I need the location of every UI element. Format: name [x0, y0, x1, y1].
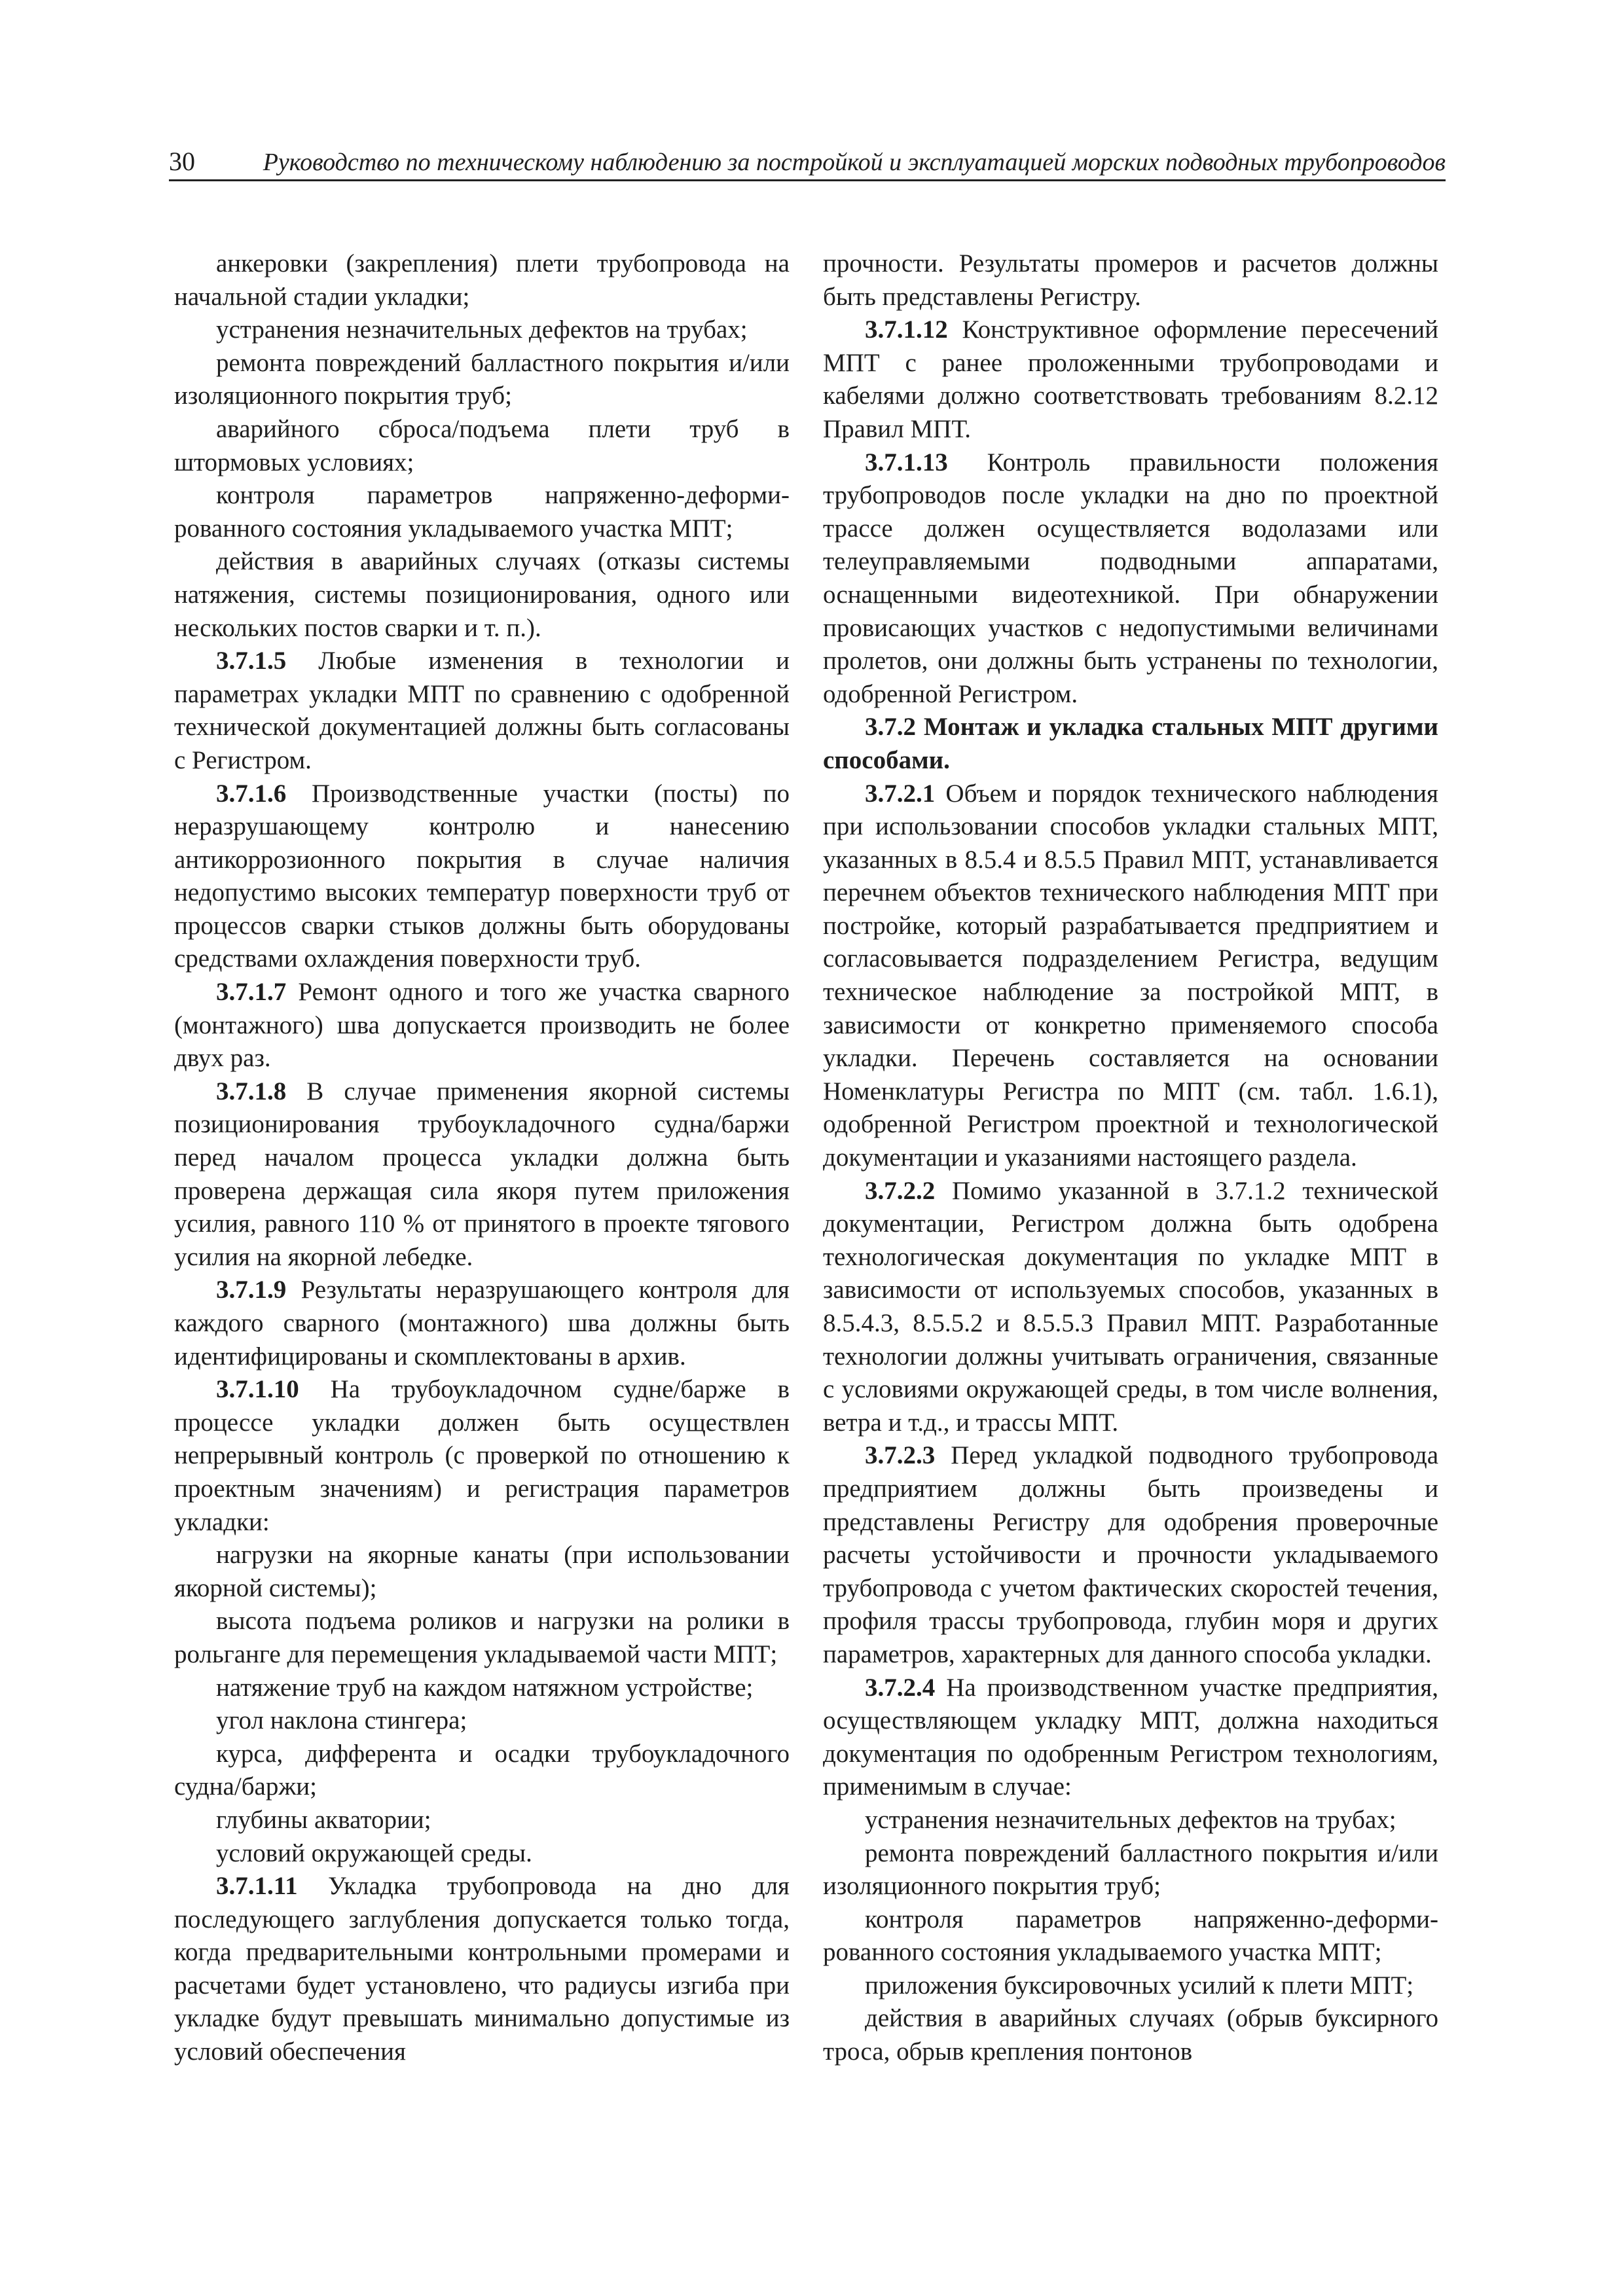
paragraph [823, 1903, 1438, 1969]
paragraph [174, 976, 790, 1075]
paragraph-text: На трубоукладочном судне/барже в процессе укладки должен быть осуществлен непрерывный контроль (с проверкой по отношению к проектным значениям) и регистрация параметров укладки: [174, 1375, 790, 1536]
paragraph [174, 778, 790, 977]
paragraph [174, 1605, 790, 1671]
running-header-title: Руководство по техническому наблюдению за постройкой и эксплуатацией морских подводных трубопроводов [263, 149, 1446, 176]
paragraph [174, 1672, 790, 1705]
right-column [823, 247, 1438, 2069]
left-column [174, 247, 790, 2069]
paragraph-text: Объем и порядок технического наблюдения при использовании способов укладки стальных МПТ, указанных в 8.5.4 и 8.5.5 Правил МПТ, устанавливается перечнем объектов технического наблюдения МПТ при постройке, который разрабатывается предприятием и согласовывается подразделением Регистра, ведущим техническое наблюдение за постройкой МПТ, в зависимости от конкретно применяемого способа укладки. Перечень составляется на основании Номенклатуры Регистра по МПТ (см. табл. 1.6.1), одобренной Регистром проектной и технологической документации и указаниями настоящего раздела. [823, 779, 1438, 1172]
paragraph-text: условий окружающей среды. [216, 1839, 532, 1867]
paragraph-text: ремонта повреждений балластного покрытия и/или изоляционного покрытия труб; [174, 348, 790, 410]
paragraph [823, 1672, 1438, 1804]
paragraph-text: Ремонт одного и того же участка сварного (монтажного) шва допускается производить не более двух раз. [174, 978, 790, 1073]
paragraph-text: Любые изменения в технологии и параметрах укладки МПТ по сравнению с одобренной технической документацией должны быть согласованы с Регистром. [174, 647, 790, 774]
paragraph-text: Укладка трубопровода на дно для последующего заглубления допускается только тогда, когда предварительными контрольными промерами и расчетами будет установлено, что радиусы изгиба при укладке будут превышать минимально допустимые из условий обеспечения [174, 1872, 790, 2066]
paragraph-text: Контроль правильности положения трубопроводов после укладки на дно по проектной трассе должен осуществляется водолазами или телеуправляемыми подводными аппаратами, оснащенными видеотехникой. При обнаружении провисающих участков с недопустимыми величинами пролетов, они должны быть устранены по технологии, одобренной Регистром. [823, 448, 1438, 708]
paragraph-text: курса, дифферента и осадки трубоукладочного судна/баржи; [174, 1739, 790, 1801]
paragraph [174, 645, 790, 777]
clause-number: 3.7.2.1 [865, 779, 936, 808]
paragraph [823, 1439, 1438, 1671]
paragraph-text: действия в аварийных случаях (обрыв буксирного троса, обрыв крепления понтонов [823, 2004, 1438, 2066]
paragraph [174, 314, 790, 347]
paragraph-text: контроля параметров напряженно-деформированного состояния укладываемого участка МПТ; [174, 481, 790, 543]
paragraph-text: прочности. Результаты промеров и расчетов должны быть представлены Регистру. [823, 249, 1438, 311]
paragraph-text: Помимо указанной в 3.7.1.2 технической документации, Регистром должна быть одобрена технологическая документация по укладке МПТ в зависимости от используемых способов, указанных в 8.5.4.3, 8.5.5.2 и 8.5.5.3 Правил МПТ. Разработанные технологии должны учитывать ограничения, связанные с условиями окружающей среды, в том числе волнения, ветра и т.д., и трассы МПТ. [823, 1176, 1438, 1437]
paragraph [174, 1704, 790, 1738]
clause-number: 3.7.1.13 [865, 448, 948, 476]
paragraph [174, 1373, 790, 1539]
paragraph-text: контроля параметров напряженно-деформированного состояния укладываемого участка МПТ; [823, 1905, 1438, 1967]
paragraph-text: В случае применения якорной системы позиционирования трубоукладочного судна/баржи перед началом процесса укладки должна быть проверена держащая сила якоря путем приложения усилия, равного 110 % от принятого в проекте тягового усилия на якорной лебедке. [174, 1077, 790, 1271]
clause-number: 3.7.1.11 [216, 1872, 298, 1901]
paragraph [823, 1175, 1438, 1440]
section-heading [823, 711, 1438, 777]
paragraph [174, 1539, 790, 1605]
paragraph [174, 1870, 790, 2069]
paragraph [823, 1969, 1438, 2003]
paragraph [823, 1804, 1438, 1837]
paragraph-text: нагрузки на якорные канаты (при использовании якорной системы); [174, 1541, 790, 1602]
page-number: 30 [169, 147, 195, 176]
paragraph-text: глубины акватории; [216, 1805, 431, 1834]
paragraph-text: натяжение труб на каждом натяжном устройстве; [216, 1673, 754, 1702]
clause-number: 3.7.2.2 [865, 1176, 936, 1205]
paragraph [174, 413, 790, 479]
clause-number: 3.7.1.10 [216, 1375, 299, 1404]
paragraph [174, 545, 790, 645]
paragraph-text: ремонта повреждений балластного покрытия и/или изоляционного покрытия труб; [823, 1839, 1438, 1901]
paragraph [174, 1738, 790, 1804]
paragraph [823, 446, 1438, 711]
paragraph [174, 479, 790, 545]
paragraph [174, 1837, 790, 1871]
paragraph [823, 778, 1438, 1175]
paragraph [823, 1837, 1438, 1903]
clause-number: 3.7.2.4 [865, 1673, 936, 1702]
running-header [169, 143, 1446, 181]
paragraph-text: Производственные участки (посты) по неразрушающему контролю и нанесению антикоррозионного покрытия в случае наличия недопустимо высоких температур поверхности труб от процессов сварки стыков должны быть оборудованы средствами охлаждения поверхности труб. [174, 779, 790, 973]
paragraph [174, 347, 790, 413]
paragraph-text: анкеровки (закрепления) плети трубопровода на начальной стадии укладки; [174, 249, 790, 311]
paragraph-text: Конструктивное оформление пересечений МПТ с ранее проложенными трубопроводами и кабелями должно соответствовать требованиям 8.2.12 Правил МПТ. [823, 315, 1438, 443]
paragraph-text: действия в аварийных случаях (отказы системы натяжения, системы позиционирования, одного или нескольких постов сварки и т. п.). [174, 547, 790, 642]
paragraph [823, 2002, 1438, 2068]
paragraph-text: устранения незначительных дефектов на трубах; [216, 315, 748, 344]
paragraph-text: Результаты неразрушающего контроля для каждого сварного (монтажного) шва должны быть идентифицированы и скомплектованы в архив. [174, 1276, 790, 1371]
paragraph [823, 314, 1438, 446]
paragraph [174, 1274, 790, 1373]
paragraph-text: Перед укладкой подводного трубопровода предприятием должны быть произведены и представлены Регистру для одобрения проверочные расчеты устойчивости и прочности укладываемого трубопровода с учетом фактических скоростей течения, профиля трассы трубопровода, глубин моря и других параметров, характерных для данного способа укладки. [823, 1441, 1438, 1668]
paragraph-text: Монтаж и укладка стальных МПТ другими способами. [823, 713, 1438, 774]
paragraph-text: высота подъема роликов и нагрузки на ролики в рольганге для перемещения укладываемой части МПТ; [174, 1607, 790, 1668]
paragraph-text: На производственном участке предприятия, осуществляющем укладку МПТ, должна находиться документация по одобренным Регистром технологиям, применимым в случае: [823, 1673, 1438, 1801]
clause-number: 3.7.1.9 [216, 1276, 287, 1304]
paragraph-text: устранения незначительных дефектов на трубах; [865, 1805, 1396, 1834]
paragraph [174, 1075, 790, 1274]
clause-number: 3.7.1.12 [865, 315, 948, 344]
clause-number: 3.7.1.7 [216, 978, 287, 1007]
paragraph [823, 247, 1438, 314]
clause-number: 3.7.1.8 [216, 1077, 287, 1105]
clause-number: 3.7.1.5 [216, 647, 287, 675]
paragraph-text: приложения буксировочных усилий к плети МПТ; [865, 1971, 1414, 2000]
clause-number: 3.7.1.6 [216, 779, 287, 808]
paragraph-text: угол наклона стингера; [216, 1706, 467, 1735]
paragraph [174, 247, 790, 314]
clause-number: 3.7.2.3 [865, 1441, 936, 1470]
clause-number: 3.7.2 [865, 713, 916, 742]
paragraph [174, 1804, 790, 1837]
paragraph-text: аварийного сброса/подъема плети труб в штормовых условиях; [174, 414, 790, 476]
